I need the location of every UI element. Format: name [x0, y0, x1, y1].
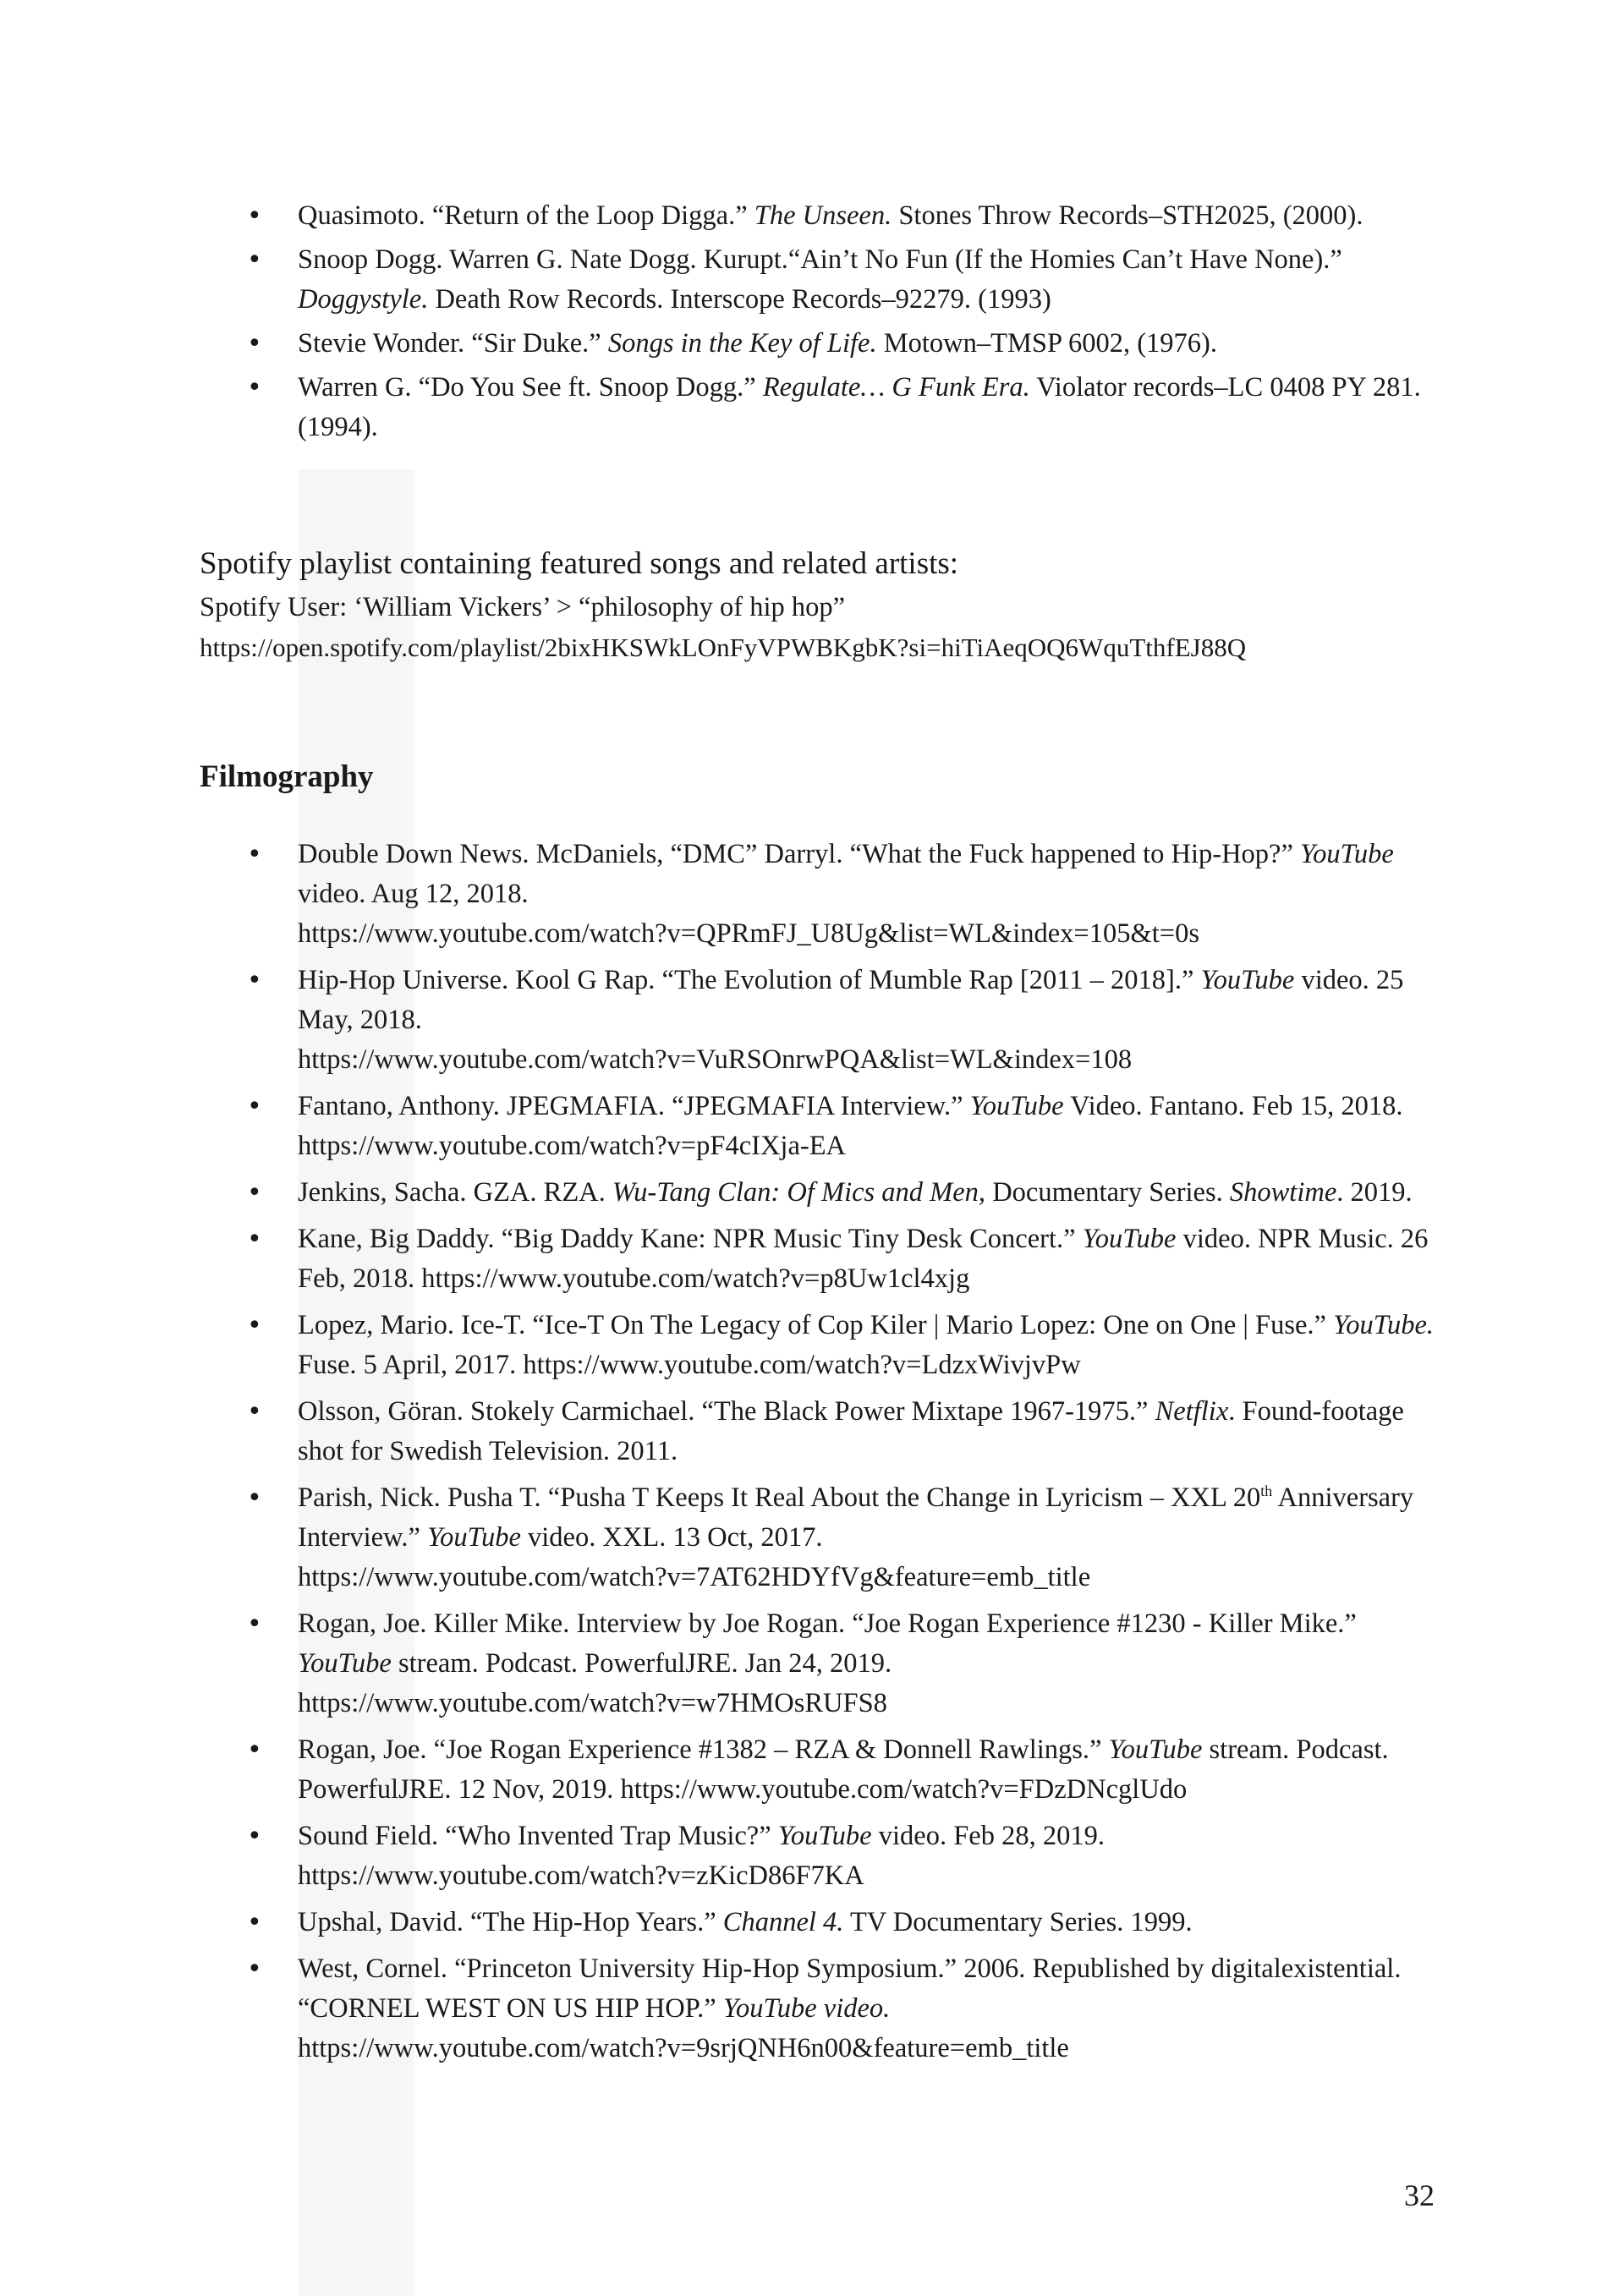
bullet-icon: • [247, 201, 262, 231]
list-item: • Rogan, Joe. Killer Mike. Interview by Joe Rogan. “Joe Rogan Experience #1230 - Killer Mike.” YouTube stream. Podcast. PowerfulJRE. Jan 24, 2019. https://www.youtube.com/watch?v=w7HMOsRUFS8 [0, 1604, 1448, 1723]
list-item: • Snoop Dogg. Warren G. Nate Dogg. Kurupt.“Ain’t No Fun (If the Homies Can’t Have None).” Doggystyle. Death Row Records. Interscope Records–92279. (1993) [0, 240, 1448, 320]
spotify-user-line: Spotify User: ‘William Vickers’ > “philosophy of hip hop” [200, 592, 846, 622]
bullet-icon: • [247, 1822, 262, 1851]
bullet-icon: • [247, 373, 262, 403]
bullet-icon: • [247, 1609, 262, 1639]
spotify-heading: Spotify playlist containing featured songs and related artists: [200, 546, 959, 581]
entry-url: https://www.youtube.com/watch?v=zKicD86F7KA [298, 1860, 864, 1891]
bullet-icon: • [247, 245, 262, 275]
list-item: • Parish, Nick. Pusha T. “Pusha T Keeps It Real About the Change in Lyricism – XXL 20th Anniversary Interview.” YouTube video. XXL. 13 Oct, 2017. https://www.youtube.com/watch?v=7AT62HDYfVg&feature=emb_title [0, 1478, 1448, 1597]
bullet-icon: • [247, 1311, 262, 1340]
list-item: • Hip-Hop Universe. Kool G Rap. “The Evolution of Mumble Rap [2011 – 2018].” YouTube video. 25 May, 2018. https://www.youtube.com/watch?v=VuRSOnrwPQA&list=WL&index=108 [0, 961, 1448, 1080]
list-item: • Quasimoto. “Return of the Loop Digga.” The Unseen. Stones Throw Records–STH2025, (2000). [0, 196, 1448, 236]
entry-url: https://www.youtube.com/watch?v=9srjQNH6n00&feature=emb_title [298, 2033, 1069, 2063]
list-item: • Fantano, Anthony. JPEGMAFIA. “JPEGMAFIA Interview.” YouTube Video. Fantano. Feb 15, 2018. https://www.youtube.com/watch?v=pF4cIXja-EA [0, 1087, 1448, 1166]
list-item: • Kane, Big Daddy. “Big Daddy Kane: NPR Music Tiny Desk Concert.” YouTube video. NPR Music. 26 Feb, 2018. https://www.youtube.com/watch?v=p8Uw1cl4xjg [0, 1219, 1448, 1299]
entry-url: https://www.youtube.com/watch?v=VuRSOnrwPQA&list=WL&index=108 [298, 1044, 1133, 1075]
bullet-icon: • [247, 1178, 262, 1208]
filmography-list [0, 835, 1624, 2075]
list-item: • Olsson, Göran. Stokely Carmichael. “The Black Power Mixtape 1967-1975.” Netflix. Found-footage shot for Swedish Television. 2011. [0, 1392, 1448, 1471]
bullet-icon: • [247, 1225, 262, 1254]
list-item: • Jenkins, Sacha. GZA. RZA. Wu-Tang Clan: Of Mics and Men, Documentary Series. Showtime. 2019. [0, 1173, 1448, 1213]
list-item: • Upshal, David. “The Hip-Hop Years.” Channel 4. TV Documentary Series. 1999. [0, 1903, 1448, 1943]
bullet-icon: • [247, 1483, 262, 1513]
entry-url: https://www.youtube.com/watch?v=w7HMOsRUFS8 [298, 1688, 887, 1718]
list-item: • Sound Field. “Who Invented Trap Music?” YouTube video. Feb 28, 2019. https://www.youtube.com/watch?v=zKicD86F7KA [0, 1817, 1448, 1896]
bullet-icon: • [247, 1735, 262, 1765]
entry-url: https://www.youtube.com/watch?v=QPRmFJ_U8Ug&list=WL&index=105&t=0s [298, 918, 1200, 949]
filmography-heading: Filmography [200, 759, 374, 794]
discography-list [0, 196, 1624, 452]
bullet-icon: • [247, 1092, 262, 1121]
list-item: • Stevie Wonder. “Sir Duke.” Songs in the Key of Life. Motown–TMSP 6002, (1976). [0, 324, 1448, 364]
bullet-icon: • [247, 1908, 262, 1937]
page-number: 32 [1404, 2178, 1435, 2212]
list-item: • Lopez, Mario. Ice-T. “Ice-T On The Legacy of Cop Kiler | Mario Lopez: One on One | Fuse.” YouTube. Fuse. 5 April, 2017. https://www.youtube.com/watch?v=LdzxWivjvPw [0, 1306, 1448, 1385]
list-item: • West, Cornel. “Princeton University Hip-Hop Symposium.” 2006. Republished by digitalexistential. “CORNEL WEST ON US HIP HOP.” YouTube video. https://www.youtube.com/watch?v=9srjQNH6n00&feature=emb_title [0, 1949, 1448, 2069]
list-item: • Warren G. “Do You See ft. Snoop Dogg.” Regulate… G Funk Era. Violator records–LC 0408 PY 281. (1994). [0, 368, 1448, 447]
entry-url: https://www.youtube.com/watch?v=7AT62HDYfVg&feature=emb_title [298, 1562, 1091, 1592]
bullet-icon: • [247, 840, 262, 869]
bullet-icon: • [247, 966, 262, 995]
list-item: • Double Down News. McDaniels, “DMC” Darryl. “What the Fuck happened to Hip-Hop?” YouTube video. Aug 12, 2018. https://www.youtube.com/watch?v=QPRmFJ_U8Ug&list=WL&index=105&t=0s [0, 835, 1448, 954]
bullet-icon: • [247, 1954, 262, 1984]
list-item: • Rogan, Joe. “Joe Rogan Experience #1382 – RZA & Donnell Rawlings.” YouTube stream. Podcast. PowerfulJRE. 12 Nov, 2019. https://www.youtube.com/watch?v=FDzDNcglUdo [0, 1730, 1448, 1810]
bullet-icon: • [247, 1397, 262, 1427]
spotify-playlist-url: https://open.spotify.com/playlist/2bixHKSWkLOnFyVPWBKgbK?si=hiTiAeqOQ6WquTthfEJ88Q [200, 633, 1247, 662]
bullet-icon: • [247, 329, 262, 359]
